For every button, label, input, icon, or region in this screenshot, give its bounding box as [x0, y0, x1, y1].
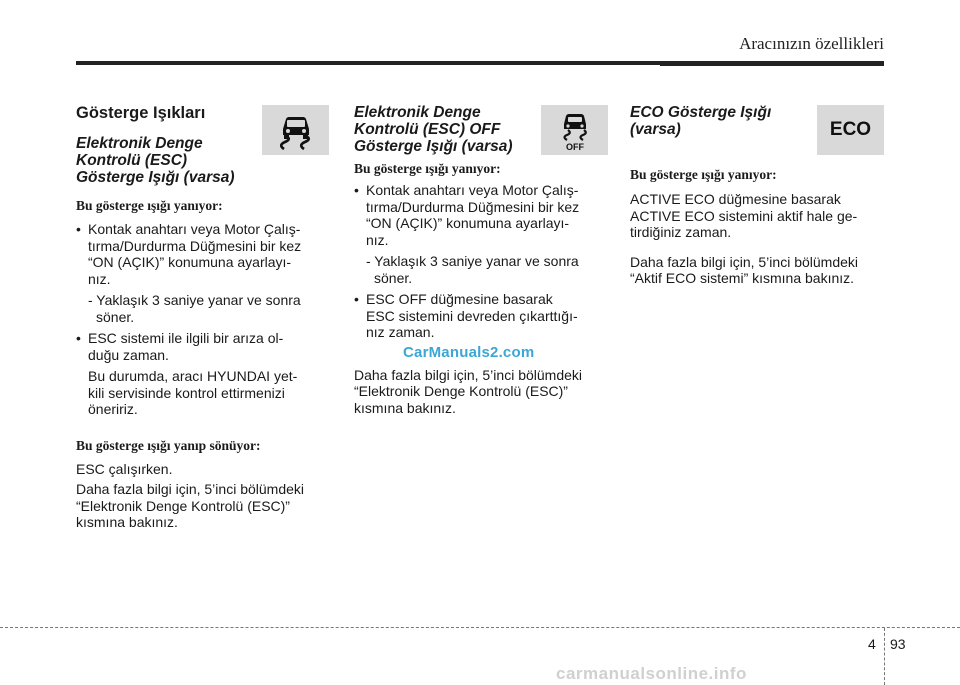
esc-more-info: Daha fazla bilgi için, 5’inci bölümdeki “Elektronik Denge Kontrolü (ESC)” kısmına bakınız.: [76, 481, 305, 530]
section-title: Gösterge Işıkları: [76, 104, 206, 122]
footer-divider: [884, 628, 885, 685]
page-number: 93: [890, 636, 906, 652]
column-esc-off: [354, 104, 606, 416]
page-chapter-number: 4: [868, 636, 876, 652]
esc-bullet-fault: • ESC sistemi ile ilgili bir arıza ol- duğu zaman.: [76, 330, 328, 363]
header-rule-accent: [660, 61, 884, 66]
esc-subhead: Elektronik Denge Kontrolü (ESC) Gösterge Işığı (varsa): [76, 135, 235, 186]
esc-dash-3sec: - Yaklaşık 3 saniye yanar ve sonra söner.: [88, 292, 301, 325]
watermark-text: CarManuals2.com: [403, 344, 535, 361]
footer-rule: [0, 627, 960, 628]
off-label: OFF: [565, 142, 584, 152]
eco-on-text: ACTIVE ECO düğmesine basarak ACTIVE ECO sistemini aktif hale ge- tirdiğiniz zaman.: [630, 191, 858, 240]
esc-blink-text: ESC çalışırken.: [76, 460, 173, 477]
chapter-header-title: Aracınızın özellikleri: [739, 34, 884, 53]
eco-indicator-icon: ECO: [817, 105, 884, 155]
eco-subhead: ECO Gösterge Işığı (varsa): [630, 104, 772, 138]
esc-bullet-ignition: • Kontak anahtarı veya Motor Çalış- tırma/Durdurma Düğmesini bir kez “ON (AÇIK)” konumuna ayarlayı- nız.: [76, 221, 328, 287]
eco-on-title: Bu gösterge ışığı yanıyor:: [630, 167, 777, 182]
esc-blink-title: Bu gösterge ışığı yanıp sönüyor:: [76, 437, 261, 453]
column-eco: [630, 104, 882, 287]
esc-off-subhead: Elektronik Denge Kontrolü (ESC) OFF Gösterge Işığı (varsa): [354, 104, 513, 155]
eco-more-info: Daha fazla bilgi için, 5’inci bölümdeki “Aktif ECO sistemi” kısmına bakınız.: [630, 253, 859, 286]
footer-site-watermark: carmanualsonline.info: [556, 664, 747, 683]
esc-off-on-title: Bu gösterge ışığı yanıyor:: [354, 161, 501, 176]
esc-service-note: Bu durumda, aracı HYUNDAI yet- kili servisinde kontrol ettirmenizi öneririz.: [88, 368, 298, 417]
esc-off-more-info: Daha fazla bilgi için, 5’inci bölümdeki “Elektronik Denge Kontrolü (ESC)” kısmına bakınız.: [354, 366, 583, 416]
esc-off-bullet-ignition: • Kontak anahtarı veya Motor Çalış- tırma/Durdurma Düğmesini bir kez “ON (AÇIK)” konumuna ayarlayı- nız.: [354, 182, 606, 248]
column-esc: [76, 104, 328, 531]
esc-off-dash-3sec: - Yaklaşık 3 saniye yanar ve sonra söner.: [366, 253, 579, 286]
esc-off-bullet-button: • ESC OFF düğmesine basarak ESC sistemini devreden çıkarttığı- nız zaman.: [354, 291, 606, 341]
esc-on-title: Bu gösterge ışığı yanıyor:: [76, 198, 223, 213]
